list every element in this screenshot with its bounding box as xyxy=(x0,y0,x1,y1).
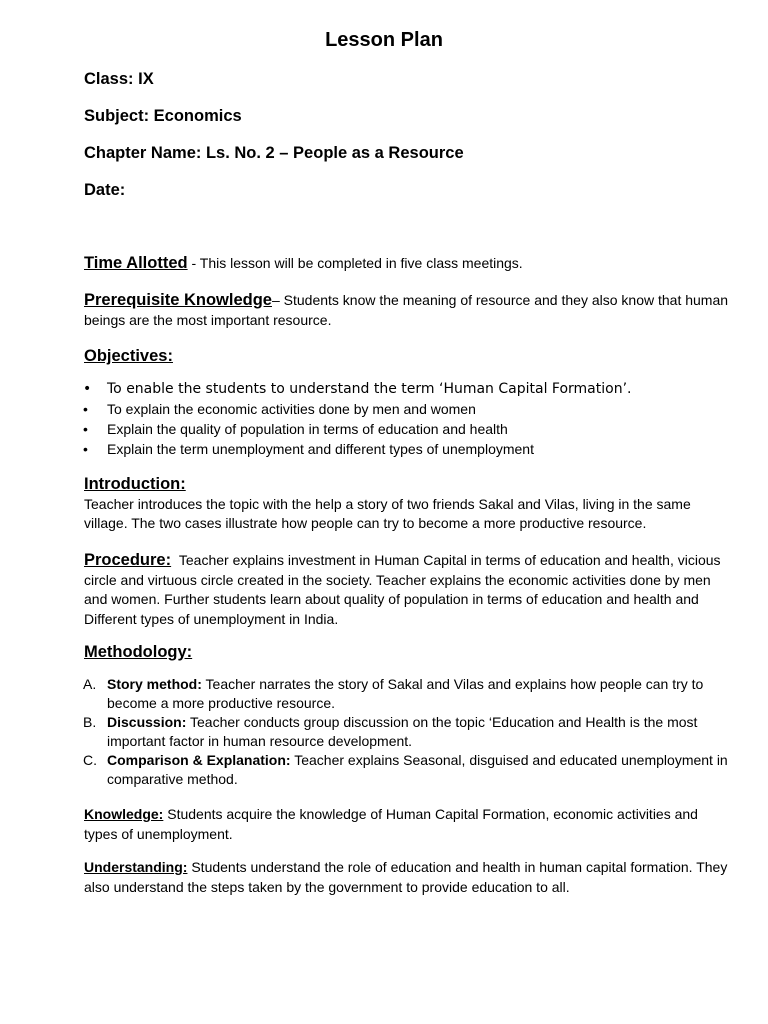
item-marker: C. xyxy=(83,751,97,768)
prerequisite-text: – Students know the meaning of resource and they also know that human beings are the most important resource. xyxy=(84,292,729,328)
procedure-section xyxy=(84,551,729,629)
document-title: Lesson Plan xyxy=(325,29,443,51)
methodology-section xyxy=(84,643,729,789)
item-marker: B. xyxy=(83,713,97,730)
subject-line: Subject: Economics xyxy=(84,107,242,125)
time-allotted-section xyxy=(84,254,729,274)
methodology-item xyxy=(61,713,729,751)
item-marker: A. xyxy=(83,675,97,692)
introduction-section xyxy=(84,475,729,534)
introduction-heading: Introduction: xyxy=(84,475,186,493)
time-allotted-heading: Time Allotted xyxy=(84,254,188,272)
objective-item: • Explain the term unemployment and different types of unemployment xyxy=(61,439,729,459)
methodology-item xyxy=(61,675,729,713)
objective-item: • To explain the economic activities done by men and women xyxy=(61,399,729,419)
knowledge-heading: Knowledge: xyxy=(84,806,164,822)
time-allotted-text: - This lesson will be completed in five class meetings. xyxy=(187,255,523,271)
chapter-line: Chapter Name: Ls. No. 2 – People as a Resource xyxy=(84,144,464,162)
item-text: Teacher narrates the story of Sakal and Vilas and explains how people can try to become a more productive resource. xyxy=(107,675,704,711)
understanding-heading: Understanding: xyxy=(84,859,188,875)
methodology-heading: Methodology: xyxy=(84,643,193,661)
item-label: Comparison & Explanation: xyxy=(107,751,291,768)
understanding-section xyxy=(84,858,729,897)
procedure-text: Teacher explains investment in Human Capital in terms of education and health, vicious circle and virtuous circle created in the society. Teacher explains the economic activities done by men and women. Further students learn about quality of population in terms of education and health and Different types of unemployment in India. xyxy=(84,552,721,627)
date-line: Date: xyxy=(84,181,126,199)
objective-item: • Explain the quality of population in terms of education and health xyxy=(61,419,729,439)
item-text: Teacher conducts group discussion on the topic ‘Education and Health is the most important factor in human resource development. xyxy=(107,713,698,749)
introduction-text: Teacher introduces the topic with the help a story of two friends Sakal and Vilas, living in the same village. The two cases illustrate how people can try to become a more productive resource. xyxy=(84,495,691,531)
objective-item: • To enable the students to understand the term ‘Human Capital Formation’. xyxy=(61,379,729,399)
item-label: Discussion: xyxy=(107,713,187,730)
knowledge-section xyxy=(84,805,729,844)
methodology-item xyxy=(61,751,729,789)
objectives-section xyxy=(84,347,729,459)
understanding-text: Students understand the role of education and health in human capital formation. They also understand the steps taken by the government to provide education to all. xyxy=(84,859,728,895)
item-text: Teacher explains Seasonal, disguised and educated unemployment in comparative method. xyxy=(107,751,728,787)
class-line: Class: IX xyxy=(84,70,154,88)
knowledge-text: Students acquire the knowledge of Human Capital Formation, economic activities and types of unemployment. xyxy=(84,806,698,842)
procedure-heading: Procedure: xyxy=(84,551,172,569)
prerequisite-section xyxy=(84,291,729,330)
item-label: Story method: xyxy=(107,675,202,692)
objectives-heading: Objectives: xyxy=(84,347,173,365)
prerequisite-heading: Prerequisite Knowledge xyxy=(84,291,272,309)
